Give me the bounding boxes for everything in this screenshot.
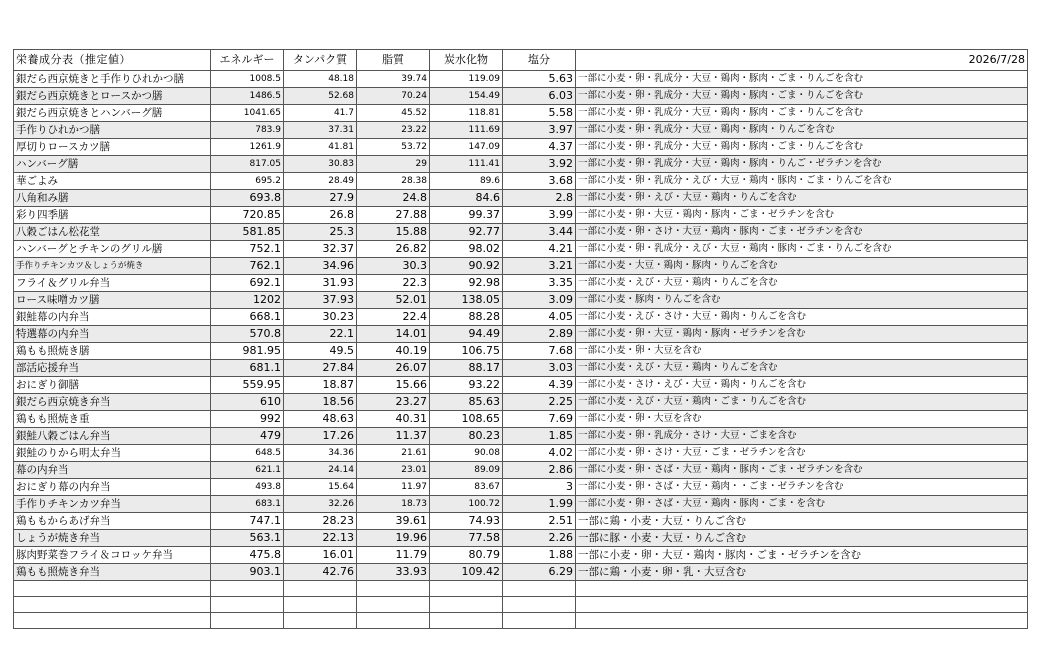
salt-cell: 3.35 [503,275,576,292]
fat-cell: 27.88 [357,207,430,224]
allergen-cell: 一部に小麦・卵・さば・大豆・鶏肉・・ごま・ゼラチンを含む [576,479,1028,496]
carbs-cell: 93.22 [430,377,503,394]
allergen-cell: 一部に鶏・小麦・卵・乳・大豆含む [576,564,1028,581]
salt-cell: 2.51 [503,513,576,530]
carbs-cell: 99.37 [430,207,503,224]
protein-cell: 32.26 [284,496,357,513]
carbs-cell: 118.81 [430,105,503,122]
allergen-cell: 一部に小麦・卵・乳成分・大豆・鶏肉・豚肉・りんご・ゼラチンを含む [576,156,1028,173]
fat-cell: 15.66 [357,377,430,394]
protein-cell: 27.84 [284,360,357,377]
item-name-cell: 手作りひれかつ膳 [14,122,211,139]
item-name-cell: しょうが焼き弁当 [14,530,211,547]
energy-cell: 783.9 [211,122,284,139]
allergen-cell: 一部に小麦・大豆・鶏肉・豚肉・りんごを含む [576,258,1028,275]
allergen-cell: 一部に小麦・卵・さけ・大豆・鶏肉・豚肉・ごま・ゼラチンを含む [576,224,1028,241]
item-name-cell: 手作りチキンカツ＆しょうが焼き [14,258,211,275]
table-row [14,462,1028,479]
empty-cell [211,597,284,613]
column-header-salt: 塩分 [503,50,576,71]
carbs-cell: 92.98 [430,275,503,292]
fat-cell: 23.01 [357,462,430,479]
fat-cell: 15.88 [357,224,430,241]
energy-cell: 581.85 [211,224,284,241]
table-date: 2026/7/28 [576,50,1028,71]
empty-cell [357,581,430,597]
salt-cell: 6.03 [503,88,576,105]
fat-cell: 19.96 [357,530,430,547]
empty-cell [14,597,211,613]
energy-cell: 475.8 [211,547,284,564]
energy-cell: 695.2 [211,173,284,190]
carbs-cell: 92.77 [430,224,503,241]
energy-cell: 747.1 [211,513,284,530]
salt-cell: 3.92 [503,156,576,173]
empty-cell [576,613,1028,629]
table-row [14,343,1028,360]
salt-cell: 3 [503,479,576,496]
carbs-cell: 89.6 [430,173,503,190]
table-row [14,411,1028,428]
energy-cell: 668.1 [211,309,284,326]
allergen-cell: 一部に小麦・卵・乳成分・大豆・鶏肉・豚肉・ごま・りんごを含む [576,71,1028,88]
fat-cell: 22.3 [357,275,430,292]
table-row [14,122,1028,139]
item-name-cell: 鶏ももからあげ弁当 [14,513,211,530]
salt-cell: 3.97 [503,122,576,139]
empty-row [14,597,1028,613]
carbs-cell: 88.17 [430,360,503,377]
energy-cell: 479 [211,428,284,445]
protein-cell: 30.23 [284,309,357,326]
item-name-cell: 八穀ごはん松花堂 [14,224,211,241]
energy-cell: 570.8 [211,326,284,343]
salt-cell: 4.39 [503,377,576,394]
carbs-cell: 138.05 [430,292,503,309]
fat-cell: 70.24 [357,88,430,105]
protein-cell: 26.8 [284,207,357,224]
salt-cell: 4.05 [503,309,576,326]
fat-cell: 30.3 [357,258,430,275]
energy-cell: 610 [211,394,284,411]
salt-cell: 7.69 [503,411,576,428]
item-name-cell: ロース味噌カツ膳 [14,292,211,309]
protein-cell: 32.37 [284,241,357,258]
carbs-cell: 106.75 [430,343,503,360]
item-name-cell: 幕の内弁当 [14,462,211,479]
carbs-cell: 94.49 [430,326,503,343]
item-name-cell: 手作りチキンカツ弁当 [14,496,211,513]
empty-cell [576,581,1028,597]
carbs-cell: 154.49 [430,88,503,105]
fat-cell: 39.74 [357,71,430,88]
fat-cell: 26.82 [357,241,430,258]
column-header-energy: エネルギー [211,50,284,71]
fat-cell: 39.61 [357,513,430,530]
allergen-cell: 一部に小麦・卵・乳成分・大豆・鶏肉・豚肉・りんごを含む [576,122,1028,139]
empty-cell [14,581,211,597]
empty-cell [503,581,576,597]
table-row [14,513,1028,530]
protein-cell: 28.49 [284,173,357,190]
allergen-cell: 一部に小麦・卵・大豆・鶏肉・豚肉・ごま・ゼラチンを含む [576,207,1028,224]
table-row [14,564,1028,581]
table-row [14,241,1028,258]
salt-cell: 6.29 [503,564,576,581]
fat-cell: 53.72 [357,139,430,156]
fat-cell: 23.22 [357,122,430,139]
fat-cell: 18.73 [357,496,430,513]
carbs-cell: 90.92 [430,258,503,275]
energy-cell: 720.85 [211,207,284,224]
allergen-cell: 一部に小麦・卵・さば・大豆・鶏肉・豚肉・ごま・を含む [576,496,1028,513]
allergen-cell: 一部に小麦・えび・さけ・大豆・鶏肉・りんごを含む [576,309,1028,326]
item-name-cell: 銀だら西京焼きとハンバーグ膳 [14,105,211,122]
carbs-cell: 84.6 [430,190,503,207]
item-name-cell: 鶏もも照焼き膳 [14,343,211,360]
table-row [14,258,1028,275]
table-row [14,105,1028,122]
salt-cell: 1.85 [503,428,576,445]
allergen-cell: 一部に小麦・卵・大豆・鶏肉・豚肉・ゼラチンを含む [576,326,1028,343]
salt-cell: 3.99 [503,207,576,224]
allergen-cell: 一部に小麦・卵・大豆・鶏肉・豚肉・ごま・ゼラチンを含む [576,547,1028,564]
empty-cell [503,597,576,613]
fat-cell: 40.19 [357,343,430,360]
energy-cell: 493.8 [211,479,284,496]
item-name-cell: 銀だら西京焼きとロースかつ膳 [14,88,211,105]
fat-cell: 14.01 [357,326,430,343]
carbs-cell: 83.67 [430,479,503,496]
table-row [14,292,1028,309]
protein-cell: 52.68 [284,88,357,105]
item-name-cell: 特選幕の内弁当 [14,326,211,343]
fat-cell: 40.31 [357,411,430,428]
fat-cell: 28.38 [357,173,430,190]
column-header-fat: 脂質 [357,50,430,71]
energy-cell: 1486.5 [211,88,284,105]
item-name-cell: 鶏もも照焼き弁当 [14,564,211,581]
table-row [14,71,1028,88]
allergen-cell: 一部に小麦・卵・大豆を含む [576,343,1028,360]
fat-cell: 24.8 [357,190,430,207]
fat-cell: 33.93 [357,564,430,581]
item-name-cell: 八角和み膳 [14,190,211,207]
protein-cell: 41.7 [284,105,357,122]
item-name-cell: 厚切りロースカツ膳 [14,139,211,156]
allergen-cell: 一部に小麦・卵・乳成分・えび・大豆・鶏肉・豚肉・ごま・りんごを含む [576,241,1028,258]
fat-cell: 22.4 [357,309,430,326]
protein-cell: 25.3 [284,224,357,241]
fat-cell: 52.01 [357,292,430,309]
salt-cell: 5.58 [503,105,576,122]
allergen-cell: 一部に小麦・卵・えび・大豆・鶏肉・りんごを含む [576,190,1028,207]
energy-cell: 683.1 [211,496,284,513]
protein-cell: 42.76 [284,564,357,581]
allergen-cell: 一部に小麦・卵・乳成分・さけ・大豆・ごまを含む [576,428,1028,445]
table-row [14,394,1028,411]
column-header-protein: タンパク質 [284,50,357,71]
table-row [14,547,1028,564]
table-row [14,139,1028,156]
allergen-cell: 一部に小麦・卵・大豆を含む [576,411,1028,428]
table-row [14,309,1028,326]
salt-cell: 2.25 [503,394,576,411]
empty-cell [211,613,284,629]
empty-cell [430,581,503,597]
item-name-cell: 銀だら西京焼き弁当 [14,394,211,411]
empty-row [14,581,1028,597]
carbs-cell: 85.63 [430,394,503,411]
protein-cell: 22.1 [284,326,357,343]
table-row [14,224,1028,241]
table-row [14,88,1028,105]
allergen-cell: 一部に小麦・卵・さけ・大豆・ごま・ゼラチンを含む [576,445,1028,462]
protein-cell: 22.13 [284,530,357,547]
allergen-cell: 一部に小麦・卵・乳成分・えび・大豆・鶏肉・豚肉・ごま・りんごを含む [576,173,1028,190]
fat-cell: 29 [357,156,430,173]
item-name-cell: おにぎり御膳 [14,377,211,394]
carbs-cell: 80.23 [430,428,503,445]
salt-cell: 2.8 [503,190,576,207]
allergen-cell: 一部に小麦・卵・さば・大豆・鶏肉・豚肉・ごま・ゼラチンを含む [576,462,1028,479]
empty-cell [284,581,357,597]
energy-cell: 817.05 [211,156,284,173]
header-row [14,50,1028,71]
carbs-cell: 111.41 [430,156,503,173]
protein-cell: 49.5 [284,343,357,360]
empty-cell [357,597,430,613]
protein-cell: 18.56 [284,394,357,411]
energy-cell: 648.5 [211,445,284,462]
energy-cell: 559.95 [211,377,284,394]
carbs-cell: 90.08 [430,445,503,462]
empty-cell [14,613,211,629]
item-name-cell: 部活応援弁当 [14,360,211,377]
carbs-cell: 80.79 [430,547,503,564]
protein-cell: 48.63 [284,411,357,428]
item-name-cell: 鶏もも照焼き重 [14,411,211,428]
energy-cell: 692.1 [211,275,284,292]
salt-cell: 2.89 [503,326,576,343]
empty-cell [503,613,576,629]
protein-cell: 28.23 [284,513,357,530]
allergen-cell: 一部に小麦・卵・乳成分・大豆・鶏肉・豚肉・ごま・りんごを含む [576,139,1028,156]
table-row [14,326,1028,343]
carbs-cell: 147.09 [430,139,503,156]
carbs-cell: 89.09 [430,462,503,479]
salt-cell: 3.68 [503,173,576,190]
table-row [14,360,1028,377]
empty-cell [211,581,284,597]
item-name-cell: ハンバーグ膳 [14,156,211,173]
item-name-cell: おにぎり幕の内弁当 [14,479,211,496]
item-name-cell: ハンバーグとチキンのグリル膳 [14,241,211,258]
fat-cell: 45.52 [357,105,430,122]
item-name-cell: 銀だら西京焼きと手作りひれかつ膳 [14,71,211,88]
fat-cell: 11.79 [357,547,430,564]
energy-cell: 563.1 [211,530,284,547]
table-row [14,377,1028,394]
allergen-cell: 一部に小麦・豚肉・りんごを含む [576,292,1028,309]
salt-cell: 4.37 [503,139,576,156]
protein-cell: 48.18 [284,71,357,88]
protein-cell: 17.26 [284,428,357,445]
salt-cell: 7.68 [503,343,576,360]
salt-cell: 3.21 [503,258,576,275]
carbs-cell: 111.69 [430,122,503,139]
salt-cell: 2.26 [503,530,576,547]
energy-cell: 992 [211,411,284,428]
energy-cell: 1202 [211,292,284,309]
allergen-cell: 一部に豚・小麦・大豆・りんご含む [576,530,1028,547]
table-row [14,190,1028,207]
nutrition-table-sheet [13,49,1027,629]
fat-cell: 26.07 [357,360,430,377]
salt-cell: 3.44 [503,224,576,241]
table-row [14,479,1028,496]
item-name-cell: 銀鮭のりから明太弁当 [14,445,211,462]
empty-cell [357,613,430,629]
salt-cell: 1.88 [503,547,576,564]
nutrition-table [13,49,1028,629]
item-name-cell: 豚肉野菜巻フライ＆コロッケ弁当 [14,547,211,564]
carbs-cell: 119.09 [430,71,503,88]
carbs-cell: 88.28 [430,309,503,326]
empty-cell [284,613,357,629]
allergen-cell: 一部に鶏・小麦・大豆・りんご含む [576,513,1028,530]
carbs-cell: 74.93 [430,513,503,530]
table-row [14,275,1028,292]
item-name-cell: 銀鮭八穀ごはん弁当 [14,428,211,445]
allergen-cell: 一部に小麦・えび・大豆・鶏肉・ごま・りんごを含む [576,394,1028,411]
carbs-cell: 108.65 [430,411,503,428]
protein-cell: 16.01 [284,547,357,564]
protein-cell: 30.83 [284,156,357,173]
item-name-cell: 華ごよみ [14,173,211,190]
energy-cell: 752.1 [211,241,284,258]
empty-cell [576,597,1028,613]
protein-cell: 27.9 [284,190,357,207]
protein-cell: 41.81 [284,139,357,156]
carbs-cell: 100.72 [430,496,503,513]
empty-row [14,613,1028,629]
protein-cell: 24.14 [284,462,357,479]
table-title: 栄養成分表（推定値） [14,50,211,71]
carbs-cell: 98.02 [430,241,503,258]
table-row [14,530,1028,547]
energy-cell: 693.8 [211,190,284,207]
fat-cell: 11.97 [357,479,430,496]
salt-cell: 3.09 [503,292,576,309]
table-row [14,445,1028,462]
fat-cell: 23.27 [357,394,430,411]
energy-cell: 621.1 [211,462,284,479]
protein-cell: 37.31 [284,122,357,139]
table-row [14,173,1028,190]
carbs-cell: 77.58 [430,530,503,547]
allergen-cell: 一部に小麦・卵・乳成分・大豆・鶏肉・豚肉・ごま・りんごを含む [576,105,1028,122]
protein-cell: 18.87 [284,377,357,394]
table-row [14,156,1028,173]
salt-cell: 1.99 [503,496,576,513]
energy-cell: 1008.5 [211,71,284,88]
empty-cell [430,613,503,629]
empty-cell [284,597,357,613]
fat-cell: 21.61 [357,445,430,462]
item-name-cell: 銀鮭幕の内弁当 [14,309,211,326]
energy-cell: 903.1 [211,564,284,581]
energy-cell: 981.95 [211,343,284,360]
table-row [14,496,1028,513]
allergen-cell: 一部に小麦・さけ・えび・大豆・鶏肉・りんごを含む [576,377,1028,394]
protein-cell: 34.36 [284,445,357,462]
salt-cell: 5.63 [503,71,576,88]
salt-cell: 3.03 [503,360,576,377]
energy-cell: 681.1 [211,360,284,377]
fat-cell: 11.37 [357,428,430,445]
protein-cell: 34.96 [284,258,357,275]
item-name-cell: フライ＆グリル弁当 [14,275,211,292]
salt-cell: 2.86 [503,462,576,479]
table-row [14,207,1028,224]
energy-cell: 1261.9 [211,139,284,156]
protein-cell: 37.93 [284,292,357,309]
empty-cell [430,597,503,613]
salt-cell: 4.02 [503,445,576,462]
protein-cell: 15.64 [284,479,357,496]
table-row [14,428,1028,445]
salt-cell: 4.21 [503,241,576,258]
allergen-cell: 一部に小麦・えび・大豆・鶏肉・りんごを含む [576,275,1028,292]
column-header-carbs: 炭水化物 [430,50,503,71]
carbs-cell: 109.42 [430,564,503,581]
item-name-cell: 彩り四季膳 [14,207,211,224]
allergen-cell: 一部に小麦・えび・大豆・鶏肉・りんごを含む [576,360,1028,377]
allergen-cell: 一部に小麦・卵・乳成分・大豆・鶏肉・豚肉・ごま・りんごを含む [576,88,1028,105]
energy-cell: 762.1 [211,258,284,275]
protein-cell: 31.93 [284,275,357,292]
energy-cell: 1041.65 [211,105,284,122]
